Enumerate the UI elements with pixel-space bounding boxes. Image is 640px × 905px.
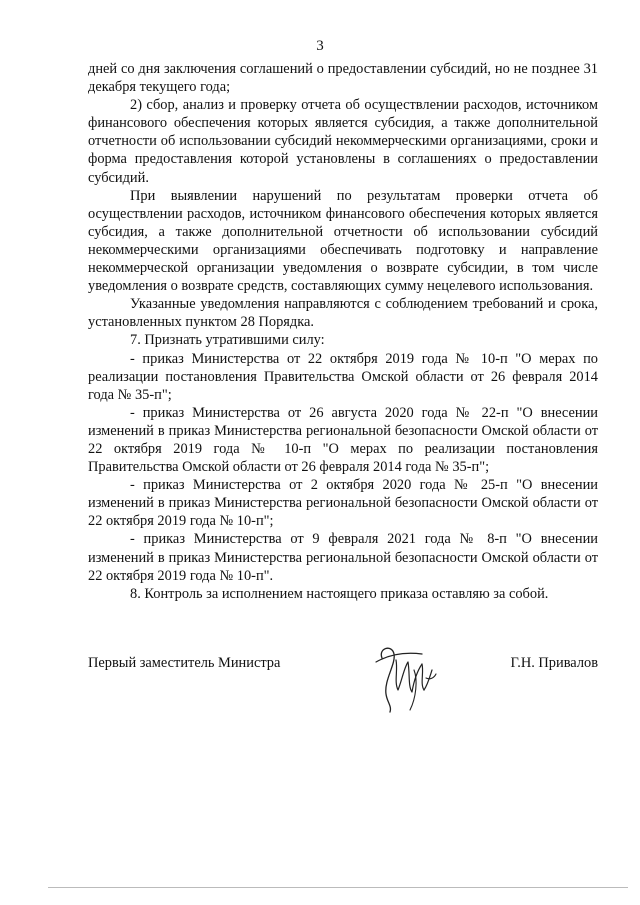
paragraph-item-2: 2) сбор, анализ и проверку отчета об осуществлении расходов, источником финансового обеспечения которых является субсидия, а также дополнительной отчетности об использовании субсидий некоммерческими организациями, сроки и форма предоставления которой установлены в соглашениях о предоставлении субсидий. (88, 97, 598, 186)
signatory-name: Г.Н. Привалов (510, 655, 598, 671)
signature-block (88, 654, 598, 714)
signatory-position: Первый заместитель Министра (88, 655, 281, 671)
paragraph-order-10p: - приказ Министерства от 22 октября 2019 года № 10-п "О мерах по реализации постановления Правительства Омской области от 26 февраля 2014 года № 35-п"; (88, 350, 598, 403)
paragraph-notifications: Указанные уведомления направляются с соблюдением требований и срока, установленных пунктом 28 Порядка. (88, 296, 598, 331)
paragraph-item-7: 7. Признать утратившими силу: (130, 332, 325, 349)
footer-divider (48, 887, 628, 888)
handwritten-signature (368, 640, 448, 714)
paragraph-item-8: 8. Контроль за исполнением настоящего приказа оставляю за собой. (130, 585, 549, 602)
document-body (88, 60, 598, 603)
paragraph-continuation: дней со дня заключения соглашений о предоставлении субсидий, но не позднее 31 декабря текущего года; (88, 61, 598, 96)
paragraph-order-8p: - приказ Министерства от 9 февраля 2021 года № 8-п "О внесении изменений в приказ Министерства региональной безопасности Омской области от 22 октября 2019 года № 10-п". (88, 531, 598, 584)
paragraph-violations: При выявлении нарушений по результатам проверки отчета об осуществлении расходов, источником финансового обеспечения которых является субсидия, а также дополнительной отчетности об использовании субсидий некоммерческими организациями обеспечивать подготовку и направление некоммерческой организации уведомления о возврате субсидии, в том числе уведомления о возврате средств, составляющих сумму нецелевого использования. (88, 187, 598, 295)
paragraph-order-25p: - приказ Министерства от 2 октября 2020 года № 25-п "О внесении изменений в приказ Министерства региональной безопасности Омской области от 22 октября 2019 года № 10-п"; (88, 477, 598, 530)
paragraph-order-22p: - приказ Министерства от 26 августа 2020 года № 22-п "О внесении изменений в приказ Министерства региональной безопасности Омской области от 22 октября 2019 года № 10-п "О мерах по реализации постановления Правительства Омской области от 26 февраля 2014 года № 35-п"; (88, 404, 598, 476)
page-number: 3 (316, 38, 324, 54)
